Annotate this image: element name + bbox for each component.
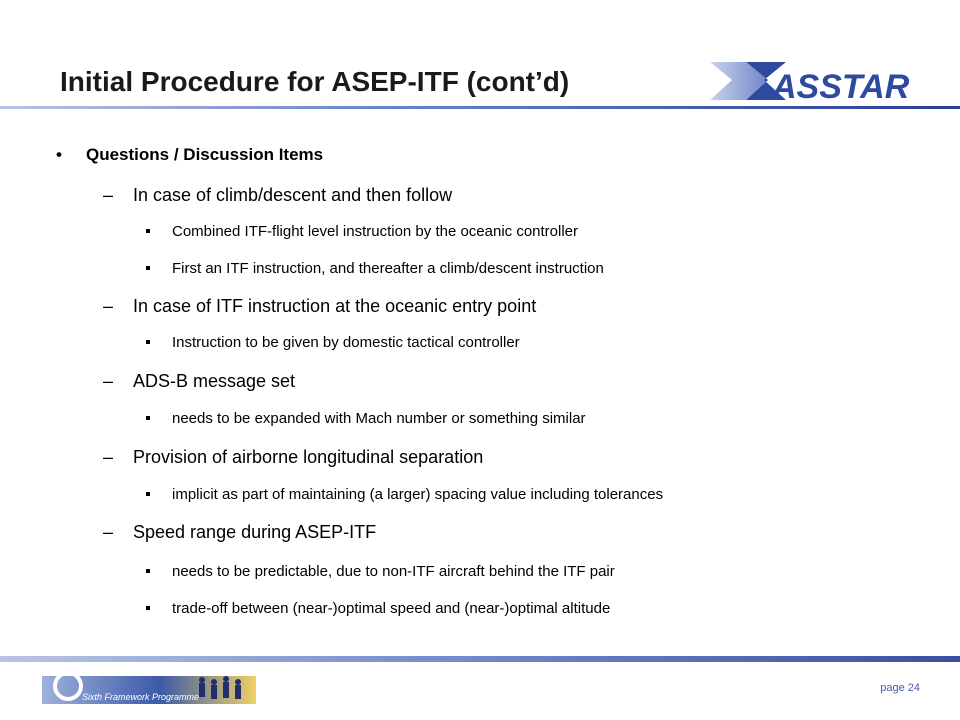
section-label: Provision of airborne longitudinal separation	[133, 447, 484, 467]
sub-item	[146, 260, 604, 277]
section-item	[103, 447, 483, 468]
sub-item-text: Combined ITF-flight level instruction by the oceanic controller	[172, 223, 579, 240]
sub-item	[146, 600, 610, 617]
sub-item	[146, 223, 578, 240]
sixth-framework-logo	[42, 670, 256, 708]
dash-icon: –	[103, 522, 114, 542]
sub-item-text: implicit as part of maintaining (a larger) spacing value including tolerances	[172, 486, 664, 503]
square-bullet-icon	[146, 266, 150, 270]
sub-item	[146, 486, 663, 503]
bullet-dot-icon: •	[56, 145, 62, 164]
heading-text: Questions / Discussion Items	[86, 145, 324, 164]
square-bullet-icon	[146, 569, 150, 573]
sub-item-text: needs to be expanded with Mach number or something similar	[172, 410, 586, 427]
sub-item-text: Instruction to be given by domestic tactical controller	[172, 334, 520, 351]
heading-bullet	[56, 145, 323, 165]
section-item	[103, 371, 295, 392]
section-item	[103, 296, 536, 317]
square-bullet-icon	[146, 416, 150, 420]
page-number: page 24	[880, 682, 920, 694]
dash-icon: –	[103, 371, 114, 391]
footer-logo-text: Sixth Framework Programme	[82, 692, 200, 702]
section-label: In case of climb/descent and then follow	[133, 185, 453, 205]
square-bullet-icon	[146, 492, 150, 496]
footer-divider	[0, 656, 960, 662]
section-item	[103, 522, 376, 543]
dash-icon: –	[103, 185, 114, 205]
sub-item	[146, 563, 615, 580]
slide-title: Initial Procedure for ASEP-ITF (cont’d)	[60, 66, 570, 97]
sub-item	[146, 334, 520, 351]
section-label: ADS-B message set	[133, 371, 296, 391]
dash-icon: –	[103, 447, 114, 467]
logo-text: ASSTAR	[772, 68, 910, 104]
sub-item-text: needs to be predictable, due to non-ITF aircraft behind the ITF pair	[172, 563, 615, 580]
square-bullet-icon	[146, 340, 150, 344]
sub-item-text: trade-off between (near-)optimal speed and (near-)optimal altitude	[172, 600, 611, 617]
section-item	[103, 185, 452, 206]
section-label: In case of ITF instruction at the oceanic entry point	[133, 296, 537, 316]
dash-icon: –	[103, 296, 114, 316]
square-bullet-icon	[146, 229, 150, 233]
sub-item-text: First an ITF instruction, and thereafter a climb/descent instruction	[172, 260, 604, 277]
sub-item	[146, 410, 586, 427]
section-label: Speed range during ASEP-ITF	[133, 522, 377, 542]
square-bullet-icon	[146, 606, 150, 610]
